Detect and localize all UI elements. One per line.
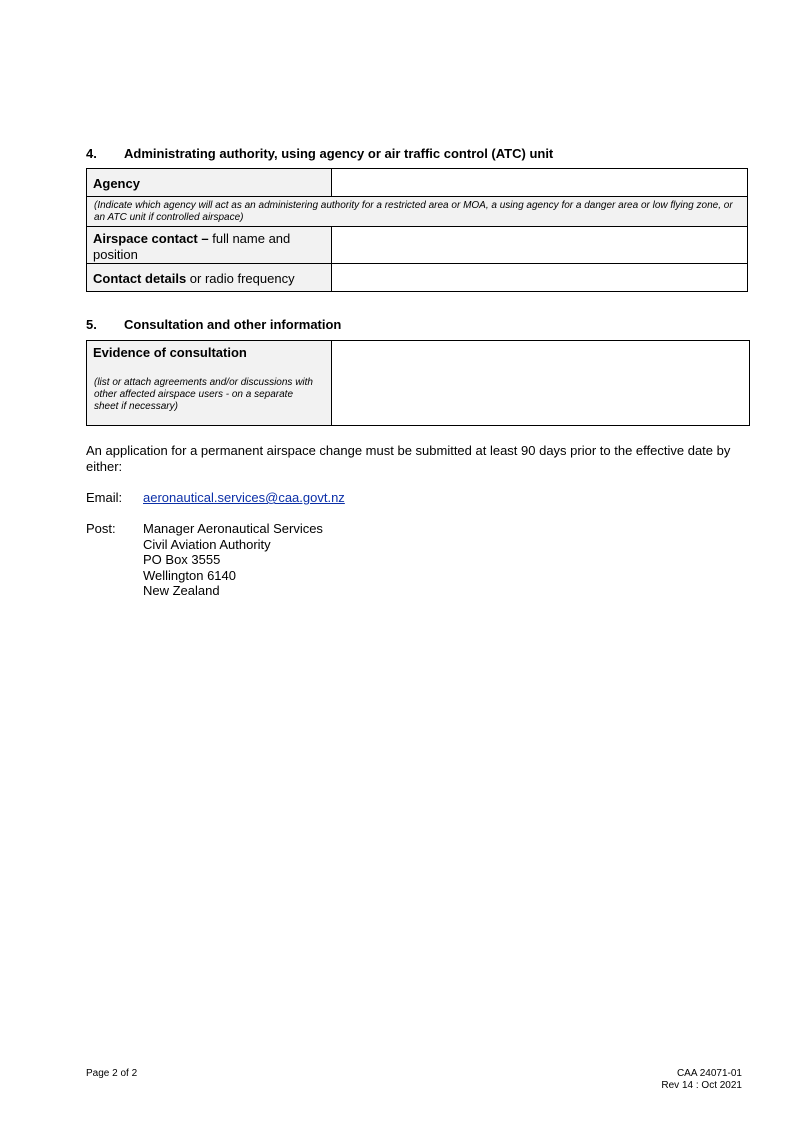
postal-address [143, 521, 323, 599]
postal-address-line: PO Box 3555 [143, 552, 221, 567]
evidence-label: Evidence of consultation [93, 345, 247, 360]
agency-note-cell [86, 196, 748, 227]
airspace-contact-label-cell [86, 226, 332, 264]
section-4-title: Administrating authority, using agency or air traffic control (ATC) unit [124, 146, 554, 161]
airspace-contact-label: Airspace contact – full name and position [93, 231, 291, 262]
form-code: CAA 24071-01 [676, 1068, 742, 1079]
application-paragraph: An application for a permanent airspace change must be submitted at least 90 days prior to the effective date by either: [86, 443, 731, 474]
footer-form-info [661, 1068, 742, 1092]
email-link[interactable]: aeronautical.services@caa.govt.nz [143, 490, 345, 505]
postal-address-line: New Zealand [143, 583, 220, 598]
postal-address-line: Wellington 6140 [143, 567, 236, 583]
contact-details-input[interactable] [331, 263, 748, 292]
agency-input[interactable] [331, 168, 748, 197]
agency-label: Agency [93, 176, 140, 191]
evidence-input[interactable] [331, 340, 750, 426]
revision: Rev 14 : Oct 2021 [661, 1080, 742, 1091]
postal-address-line: Civil Aviation Authority [143, 536, 271, 552]
agency-label-cell [86, 168, 332, 197]
section-5-heading [86, 317, 746, 333]
evidence-label-cell [86, 340, 332, 426]
contact-details-label-cell [86, 263, 332, 292]
section-4-heading [86, 146, 746, 162]
page-number: Page 2 of 2 [86, 1068, 138, 1079]
email-label: Email: [86, 490, 123, 505]
section-5-title: Consultation and other information [124, 317, 342, 332]
section-5-number: 5. [86, 317, 97, 332]
evidence-note: (list or attach agreements and/or discussions with other affected airspace users - on a separate sheet if necessary) [94, 377, 313, 412]
postal-address-line: Manager Aeronautical Services [143, 521, 323, 536]
section-4-number: 4. [86, 146, 97, 161]
airspace-contact-input[interactable] [331, 226, 748, 264]
contact-details-label: Contact details or radio frequency [93, 271, 295, 286]
agency-note: (Indicate which agency will act as an administering authority for a restricted area or MOA, a using agency for a danger area or low flying zone, or an ATC unit if controlled airspace) [94, 200, 733, 223]
post-label: Post: [86, 521, 116, 536]
